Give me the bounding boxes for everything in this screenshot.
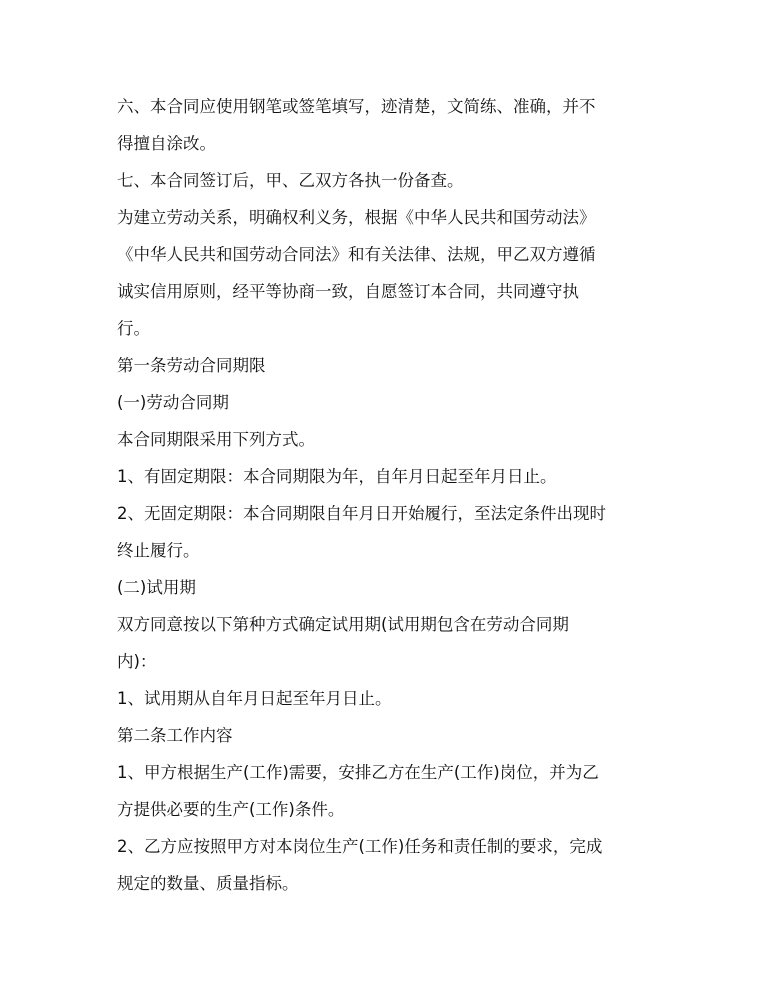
document-body bbox=[117, 88, 677, 902]
list-item: 1、试用期从自年月日起至年月日止。 bbox=[117, 689, 392, 708]
subsection-heading: (一)劳动合同期 bbox=[117, 393, 229, 412]
text-line: 行。 bbox=[117, 319, 150, 338]
text-line: 《中华人民共和国劳动合同法》和有关法律、法规，甲乙双方遵循 bbox=[117, 245, 596, 264]
text-line: 内)： bbox=[117, 652, 157, 671]
text-line: 规定的数量、质量指标。 bbox=[117, 874, 299, 893]
text-line: 为建立劳动关系，明确权利义务，根据《中华人民共和国劳动法》 bbox=[117, 208, 596, 227]
text-line: 双方同意按以下第种方式确定试用期(试用期包含在劳动合同期 bbox=[117, 615, 569, 634]
text-line: 七、本合同签订后，甲、乙双方各执一份备查。 bbox=[117, 171, 464, 190]
text-line: 得擅自涂改。 bbox=[117, 134, 216, 153]
text-line: 六、本合同应使用钢笔或签笔填写，迹清楚，文简练、准确，并不 bbox=[117, 97, 596, 116]
list-item: 1、甲方根据生产(工作)需要，安排乙方在生产(工作)岗位，并为乙 bbox=[117, 763, 599, 782]
subsection-heading: (二)试用期 bbox=[117, 578, 196, 597]
text-line: 方提供必要的生产(工作)条件。 bbox=[117, 800, 345, 819]
list-item: 1、有固定期限：本合同期限为年，自年月日起至年月日止。 bbox=[117, 467, 557, 486]
text-line: 本合同期限采用下列方式。 bbox=[117, 430, 315, 449]
list-item: 2、无固定期限：本合同期限自年月日开始履行，至法定条件出现时 bbox=[117, 504, 606, 523]
list-item: 2、乙方应按照甲方对本岗位生产(工作)任务和责任制的要求，完成 bbox=[117, 837, 603, 856]
section-heading: 第二条工作内容 bbox=[117, 726, 233, 745]
section-heading: 第一条劳动合同期限 bbox=[117, 356, 266, 375]
text-line: 终止履行。 bbox=[117, 541, 200, 560]
text-line: 诚实信用原则，经平等协商一致，自愿签订本合同，共同遵守执 bbox=[117, 282, 579, 301]
